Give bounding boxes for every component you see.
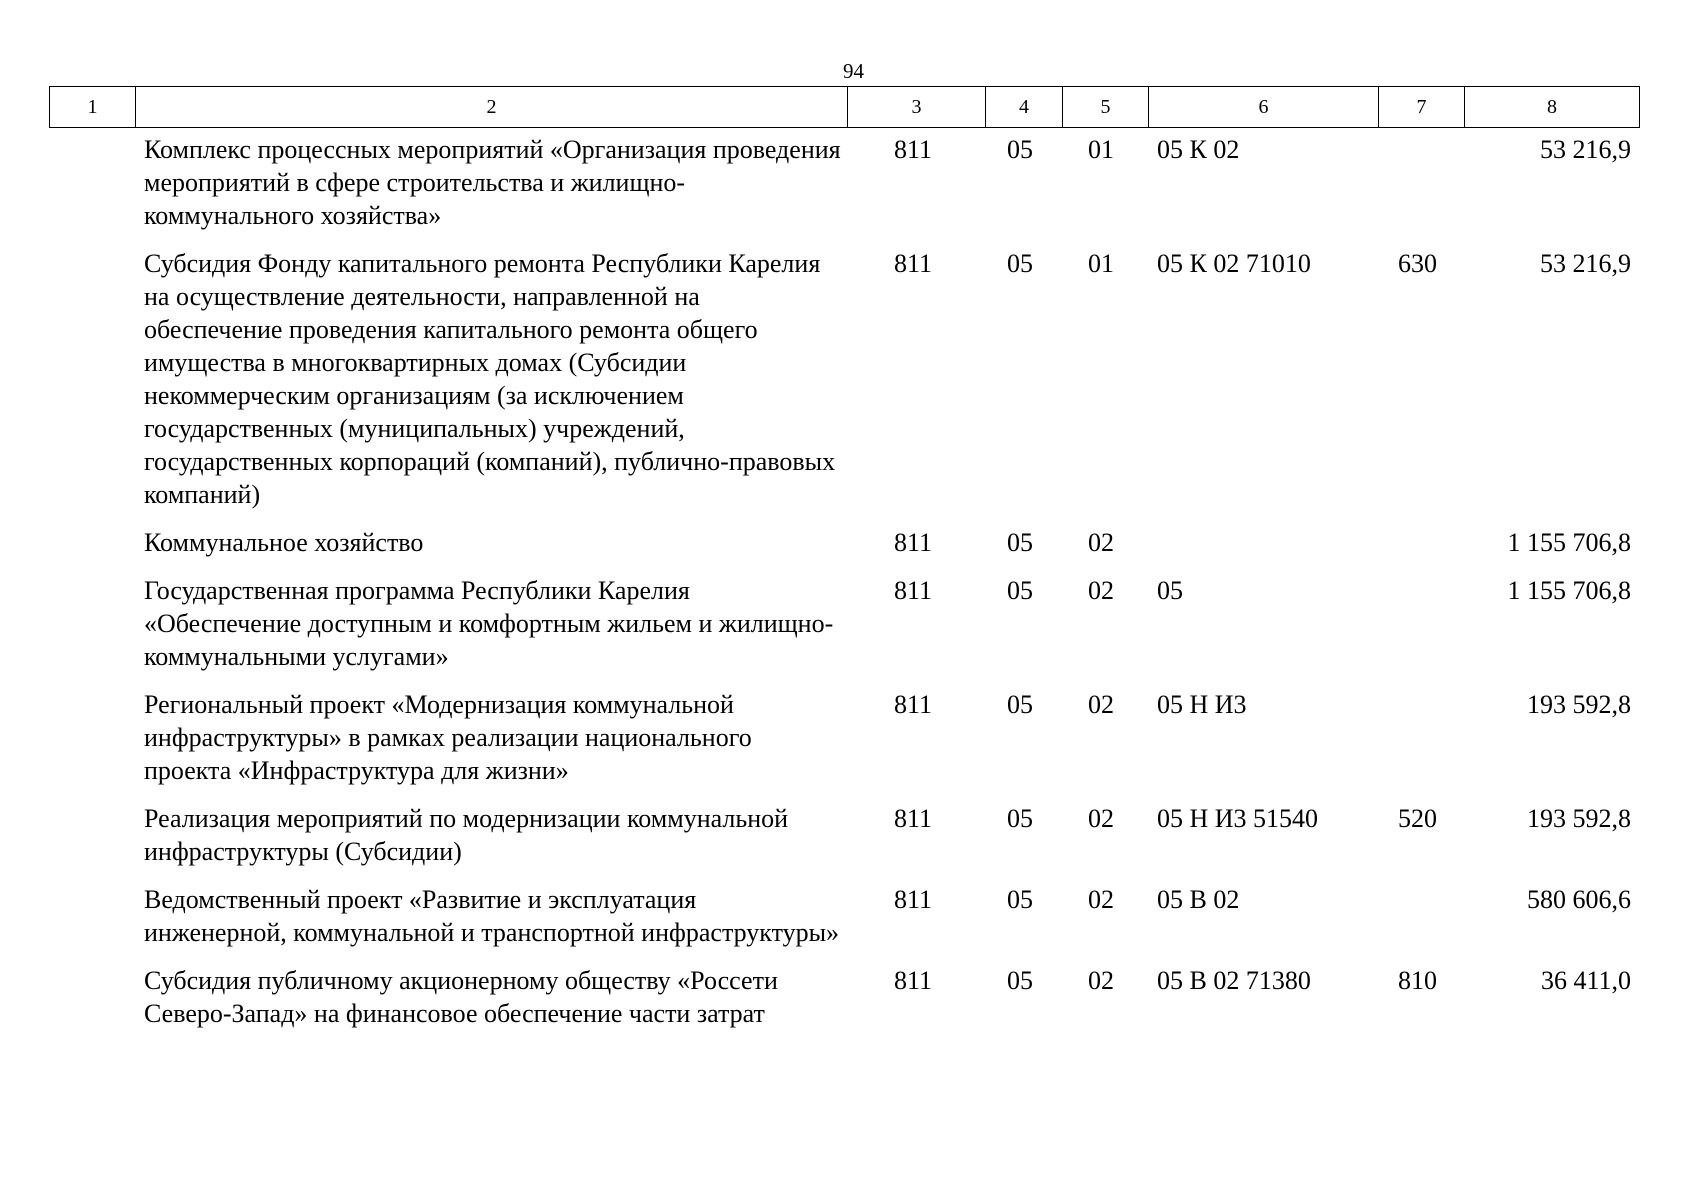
column-header-7: 7 xyxy=(1379,87,1465,128)
row-col5: 02 xyxy=(1088,885,1114,914)
row-col8: 36 411,0 xyxy=(1540,966,1631,995)
row-name: Государственная программа Республики Карелия «Обеспечение доступным и комфортным жильем и жилищно-коммунальными услугами» xyxy=(144,576,834,671)
row-col5: 02 xyxy=(1088,528,1114,557)
row-col7: 630 xyxy=(1398,249,1437,278)
row-col6: 05 К 02 71010 xyxy=(1157,249,1311,278)
row-col3: 811 xyxy=(894,690,933,719)
row-col5: 02 xyxy=(1088,576,1114,605)
row-col6: 05 В 02 xyxy=(1157,885,1240,914)
row-name: Коммунальное хозяйство xyxy=(144,528,424,557)
row-col8: 580 606,6 xyxy=(1527,885,1631,914)
row-name: Ведомственный проект «Развитие и эксплуатация инженерной, коммунальной и транспортной инфраструктуры» xyxy=(144,885,840,947)
table-row xyxy=(49,574,1639,688)
column-header-4: 4 xyxy=(986,87,1063,128)
table-row xyxy=(49,802,1639,883)
table-row xyxy=(49,688,1639,802)
row-col7 xyxy=(1378,133,1464,247)
row-col7 xyxy=(1378,574,1464,688)
row-col5: 02 xyxy=(1088,690,1114,719)
row-col3: 811 xyxy=(894,966,933,995)
row-col8: 53 216,9 xyxy=(1540,249,1631,278)
row-col7: 810 xyxy=(1398,966,1437,995)
row-col6: 05 Н И3 51540 xyxy=(1157,804,1319,833)
row-col4: 05 xyxy=(1007,885,1033,914)
table-row xyxy=(49,964,1639,1045)
budget-table xyxy=(49,133,1639,1045)
row-col4: 05 xyxy=(1007,690,1033,719)
row-col8: 193 592,8 xyxy=(1527,690,1631,719)
row-col3: 811 xyxy=(894,576,933,605)
row-col3: 811 xyxy=(894,135,933,164)
row-col5: 01 xyxy=(1088,249,1114,278)
row-col4: 05 xyxy=(1007,135,1033,164)
row-col3: 811 xyxy=(894,249,933,278)
row-col5: 01 xyxy=(1088,135,1114,164)
row-col6: 05 К 02 xyxy=(1157,135,1240,164)
row-col3: 811 xyxy=(894,885,933,914)
row-name: Комплекс процессных мероприятий «Организация проведения мероприятий в сфере строительства и жилищно-коммунального хозяйства» xyxy=(144,135,841,230)
column-header-6: 6 xyxy=(1149,87,1379,128)
table-row xyxy=(49,247,1639,526)
column-header-5: 5 xyxy=(1063,87,1149,128)
row-col7 xyxy=(1378,883,1464,964)
row-col8: 1 155 706,8 xyxy=(1507,576,1631,605)
row-col4: 05 xyxy=(1007,966,1033,995)
row-col7 xyxy=(1378,688,1464,802)
row-col6 xyxy=(1148,526,1378,574)
row-col5: 02 xyxy=(1088,966,1114,995)
row-name: Региональный проект «Модернизация коммунальной инфраструктуры» в рамках реализации национального проекта «Инфраструктура для жизни» xyxy=(144,690,752,785)
row-col6: 05 xyxy=(1157,576,1183,605)
row-name: Субсидия Фонду капитального ремонта Республики Карелия на осуществление деятельности, направленной на обеспечение проведения капитального ремонта общего имущества в многоквартирных домах (Субсидии некоммерческим организациям (за исключением государственных (муниципальных) учреждений, государственных корпораций (компаний), публично-правовых компаний) xyxy=(144,249,836,509)
column-header-table xyxy=(49,86,1640,128)
row-col4: 05 xyxy=(1007,249,1033,278)
row-col3: 811 xyxy=(894,804,933,833)
row-col4: 05 xyxy=(1007,804,1033,833)
row-col8: 53 216,9 xyxy=(1540,135,1631,164)
table-row xyxy=(49,526,1639,574)
row-col7: 520 xyxy=(1398,804,1437,833)
row-col8: 193 592,8 xyxy=(1527,804,1631,833)
column-header-1: 1 xyxy=(50,87,136,128)
row-col6: 05 Н И3 xyxy=(1157,690,1247,719)
page-number: 94 xyxy=(843,59,864,83)
row-col4: 05 xyxy=(1007,576,1033,605)
row-col7 xyxy=(1378,526,1464,574)
column-header-8: 8 xyxy=(1465,87,1640,128)
column-header-3: 3 xyxy=(848,87,986,128)
row-col8: 1 155 706,8 xyxy=(1507,528,1631,557)
row-col3: 811 xyxy=(894,528,933,557)
row-col6: 05 В 02 71380 xyxy=(1157,966,1311,995)
table-row xyxy=(49,133,1639,247)
table-row xyxy=(49,883,1639,964)
column-header-row xyxy=(50,87,1640,128)
row-col5: 02 xyxy=(1088,804,1114,833)
row-col4: 05 xyxy=(1007,528,1033,557)
row-name: Субсидия публичному акционерному обществу «Россети Северо-Запад» на финансовое обеспечение части затрат xyxy=(144,966,778,1028)
row-name: Реализация мероприятий по модернизации коммунальной инфраструктуры (Субсидии) xyxy=(144,804,789,866)
column-header-2: 2 xyxy=(136,87,848,128)
